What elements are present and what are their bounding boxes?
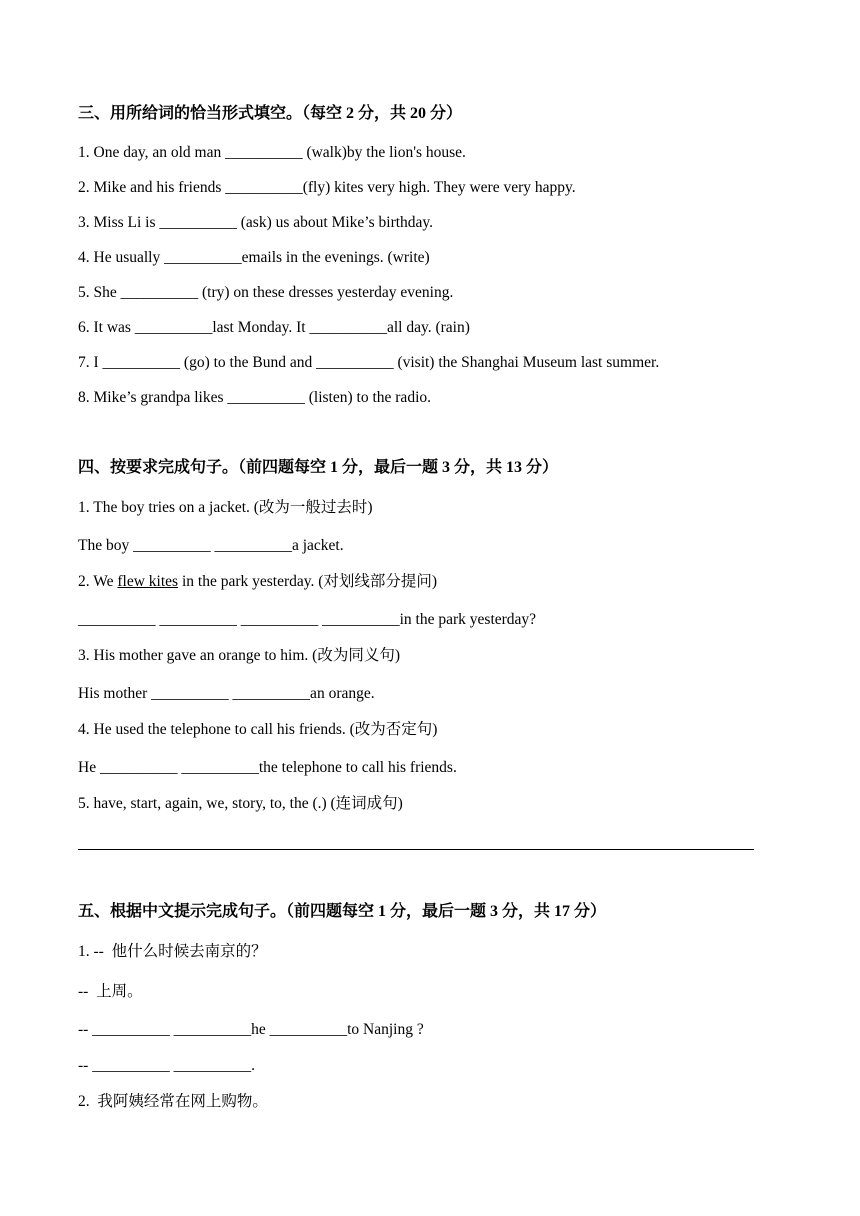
section-3-item-7: 7. I __________ (go) to the Bund and __________ (visit) the Shanghai Museum last summer. bbox=[78, 354, 660, 371]
section-4-question-4: 4. He used the telephone to call his friends. (改为否定句) bbox=[78, 721, 438, 738]
section-4-question-2 bbox=[78, 572, 437, 592]
section-3-item-4: 4. He usually __________emails in the evenings. (write) bbox=[78, 249, 430, 266]
section-3-item-6: 6. It was __________last Monday. It __________all day. (rain) bbox=[78, 319, 470, 336]
section-3-heading: 三、用所给词的恰当形式填空。（每空 2 分，共 20 分） bbox=[78, 105, 463, 122]
section-3-item-1: 1. One day, an old man __________ (walk)by the lion's house. bbox=[78, 144, 466, 161]
section-3-item-8: 8. Mike’s grandpa likes __________ (listen) to the radio. bbox=[78, 389, 431, 406]
section-4-answer-2: __________ __________ __________ __________in the park yesterday? bbox=[78, 611, 537, 628]
section-5-line-1: 1. -- 他什么时候去南京的？ bbox=[78, 943, 267, 960]
section-4-question-1: 1. The boy tries on a jacket. (改为一般过去时) bbox=[78, 499, 373, 516]
section-5-heading: 五、根据中文提示完成句子。（前四题每空 1 分，最后一题 3 分，共 17 分） bbox=[78, 903, 607, 920]
question-2-prefix: 2. We bbox=[78, 573, 118, 590]
section-4-question-3: 3. His mother gave an orange to him. (改为同义句) bbox=[78, 647, 400, 664]
section-4-answer-4: He __________ __________the telephone to call his friends. bbox=[78, 759, 457, 776]
section-4-answer-3: His mother __________ __________an orange. bbox=[78, 685, 375, 702]
answer-line bbox=[78, 849, 754, 850]
section-3-item-3: 3. Miss Li is __________ (ask) us about Mike’s birthday. bbox=[78, 214, 434, 231]
underlined-phrase: flew kites bbox=[117, 573, 179, 590]
section-4-question-5: 5. have, start, again, we, story, to, the (.) (连词成句) bbox=[78, 795, 403, 812]
section-3-item-5: 5. She __________ (try) on these dresses yesterday evening. bbox=[78, 284, 454, 301]
section-3-item-2: 2. Mike and his friends __________(fly) kites very high. They were very happy. bbox=[78, 179, 576, 196]
section-5-line-2: -- 上周。 bbox=[78, 983, 143, 1000]
section-5-line-5: 2. 我阿姨经常在网上购物。 bbox=[78, 1093, 268, 1110]
section-5-line-3: -- __________ __________he __________to Nanjing ? bbox=[78, 1021, 424, 1038]
section-4-answer-1: The boy __________ __________a jacket. bbox=[78, 537, 344, 554]
section-5-line-4: -- __________ __________. bbox=[78, 1057, 255, 1074]
section-4-heading: 四、按要求完成句子。（前四题每空 1 分，最后一题 3 分，共 13 分） bbox=[78, 459, 559, 476]
question-2-suffix: in the park yesterday. (对划线部分提问) bbox=[178, 573, 438, 590]
